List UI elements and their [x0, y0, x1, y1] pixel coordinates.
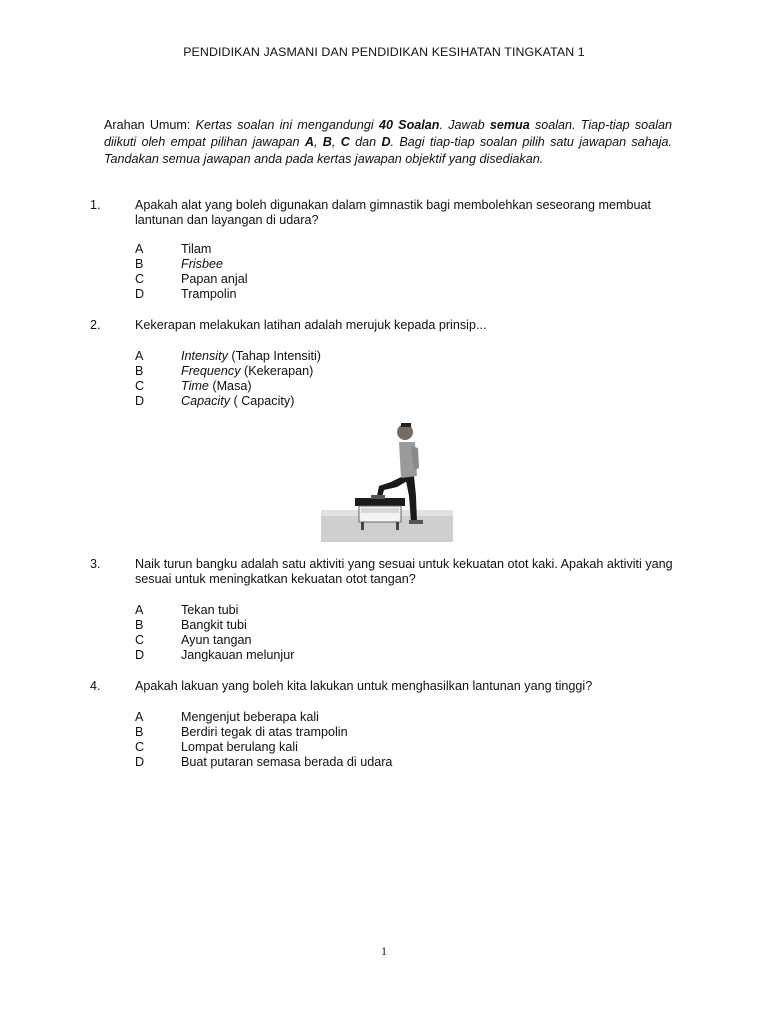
- option-text: (Kekerapan): [240, 364, 314, 378]
- question-4-number: 4.: [90, 679, 101, 693]
- question-2-text: Kekerapan melakukan latihan adalah merujuk kepada prinsip...: [135, 318, 487, 332]
- option-letter: B: [135, 364, 144, 378]
- option-letter: B: [135, 257, 144, 271]
- option-letter: D: [135, 287, 145, 301]
- question-2-option-a: [135, 349, 535, 364]
- option-letter: B: [135, 725, 144, 739]
- option-text-italic: Intensity: [181, 349, 228, 363]
- instructions-text-5: . Bagi tiap-tiap soalan pilih satu jawapan sahaja. Tandakan semua jawapan anda pada kertas jawapan objektif yang disediakan.: [104, 135, 673, 166]
- instructions-question-count: 40 Soalan: [378, 118, 440, 132]
- question-3-text: Naik turun bangku adalah satu aktiviti yang sesuai untuk kekuatan otot kaki. Apakah aktiviti yang sesuai untuk meningkatkan kekuatan otot tangan?: [135, 557, 673, 586]
- question-2-option-d: [135, 394, 535, 409]
- option-text: Berdiri tegak di atas trampolin: [181, 725, 348, 739]
- question-1-number: 1.: [90, 198, 101, 212]
- step-up-exercise-photo: [321, 418, 453, 542]
- question-4-option-b: [135, 725, 535, 740]
- option-text: Papan anjal: [181, 272, 248, 286]
- instructions-all: semua: [489, 118, 530, 132]
- instructions-comma-1: ,: [313, 135, 323, 149]
- option-letter: C: [135, 379, 145, 393]
- question-1-option-d: [135, 287, 535, 302]
- option-letter: A: [135, 242, 144, 256]
- question-1-text: Apakah alat yang boleh digunakan dalam gimnastik bagi membolehkan seseorang membuat lantunan dan layangan di udara?: [135, 198, 651, 227]
- option-text: Jangkauan melunjur: [181, 648, 295, 662]
- option-letter: A: [135, 710, 144, 724]
- option-text-italic: Time: [181, 379, 209, 393]
- option-text: Lompat berulang kali: [181, 740, 298, 754]
- option-text: Ayun tangan: [181, 633, 252, 647]
- instructions-text-3: soalan. Tiap-tiap soalan diikuti oleh empat pilihan jawapan: [104, 118, 672, 149]
- question-3-number: 3.: [90, 557, 101, 571]
- instructions-option-a: A: [304, 135, 314, 149]
- option-letter: C: [135, 272, 145, 286]
- option-text: (Tahap Intensiti): [227, 349, 322, 363]
- question-4-text: Apakah lakuan yang boleh kita lakukan untuk menghasilkan lantunan yang tinggi?: [135, 679, 593, 693]
- instructions-text-4: dan: [349, 135, 382, 149]
- instructions-text-2: . Jawab: [439, 118, 490, 132]
- page-header: PENDIDIKAN JASMANI DAN PENDIDIKAN KESIHATAN TINGKATAN 1: [183, 45, 585, 59]
- question-3-option-d: [135, 648, 535, 663]
- question-4-option-d: [135, 755, 535, 770]
- general-instructions: [104, 117, 672, 168]
- question-2-option-c: [135, 379, 535, 394]
- question-1-option-c: [135, 272, 535, 287]
- question-3-option-a: [135, 603, 535, 618]
- question-4-option-a: [135, 710, 535, 725]
- question-4-option-c: [135, 740, 535, 755]
- question-1-option-a: [135, 242, 535, 257]
- option-letter: C: [135, 740, 145, 754]
- instructions-option-c: C: [340, 135, 350, 149]
- instructions-option-d: D: [381, 135, 391, 149]
- question-2-option-b: [135, 364, 535, 379]
- instructions-option-b: B: [322, 135, 332, 149]
- option-letter: A: [135, 349, 144, 363]
- option-text: Tekan tubi: [181, 603, 239, 617]
- option-text: Trampolin: [181, 287, 237, 301]
- instructions-text-1: Kertas soalan ini mengandungi: [195, 118, 379, 132]
- option-text: Mengenjut beberapa kali: [181, 710, 319, 724]
- option-letter: D: [135, 755, 145, 769]
- option-text-italic: Frequency: [181, 364, 241, 378]
- option-letter: B: [135, 618, 144, 632]
- option-text: Tilam: [181, 242, 212, 256]
- option-text: ( Capacity): [230, 394, 295, 408]
- option-text: (Masa): [208, 379, 252, 393]
- option-letter: D: [135, 394, 145, 408]
- page-number: 1: [381, 944, 387, 958]
- option-text-italic: Capacity: [181, 394, 230, 408]
- option-text-italic: Frisbee: [181, 257, 223, 271]
- option-text: Bangkit tubi: [181, 618, 247, 632]
- option-letter: C: [135, 633, 145, 647]
- question-3-option-c: [135, 633, 535, 648]
- option-letter: A: [135, 603, 144, 617]
- option-text: Buat putaran semasa berada di udara: [181, 755, 393, 769]
- option-letter: D: [135, 648, 145, 662]
- question-2-number: 2.: [90, 318, 101, 332]
- instructions-lead: Arahan Umum:: [104, 118, 196, 132]
- instructions-comma-2: ,: [331, 135, 341, 149]
- question-3-option-b: [135, 618, 535, 633]
- question-1-option-b: [135, 257, 535, 272]
